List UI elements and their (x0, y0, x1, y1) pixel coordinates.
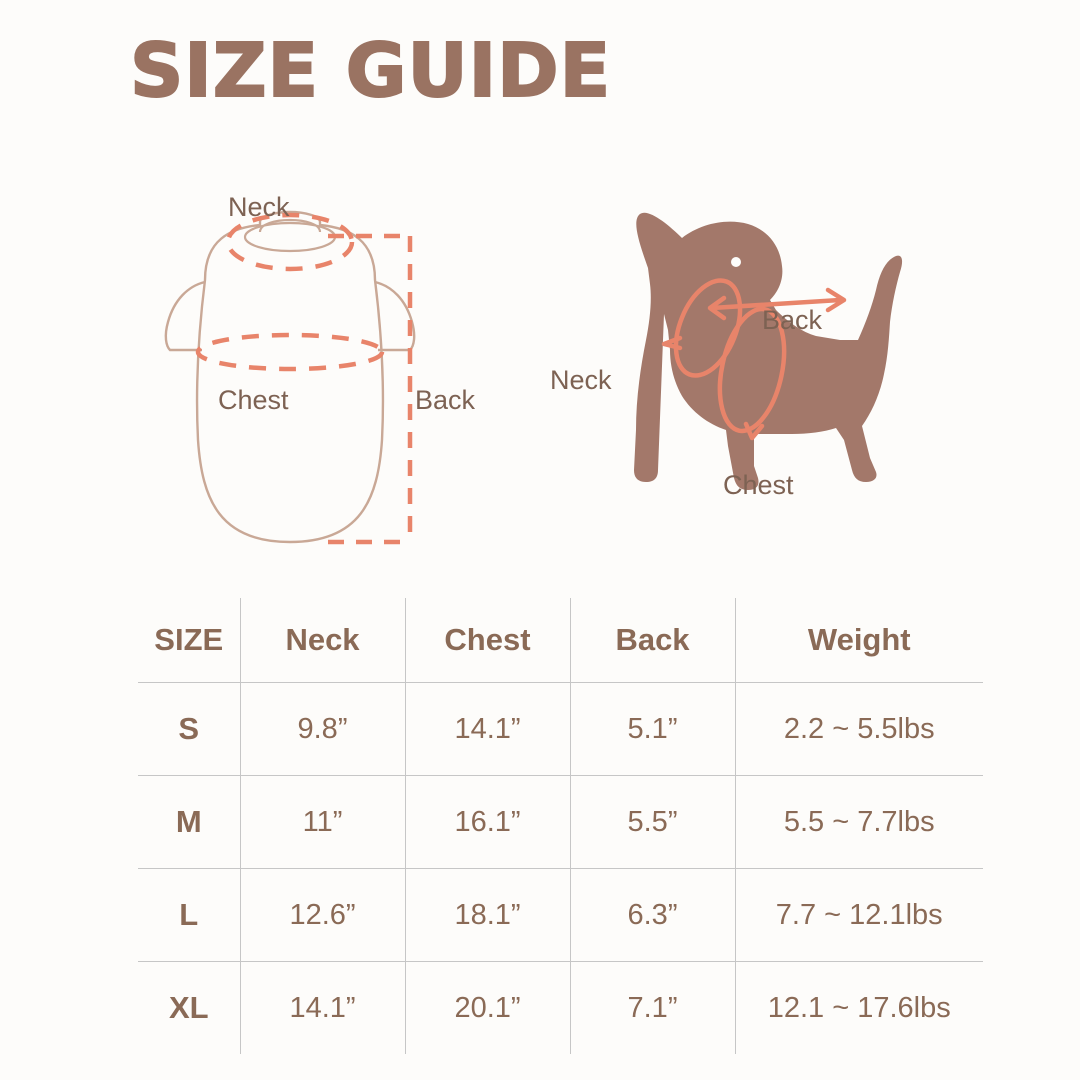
header-chest: Chest (405, 598, 570, 683)
cell-chest: 18.1” (405, 869, 570, 962)
page-title: SIZE GUIDE (130, 28, 612, 114)
cell-weight: 2.2 ~ 5.5lbs (735, 683, 983, 776)
cell-weight: 5.5 ~ 7.7lbs (735, 776, 983, 869)
cell-neck: 9.8” (240, 683, 405, 776)
shirt-back-label: Back (415, 385, 476, 415)
table-row (138, 683, 983, 776)
cell-size: S (138, 683, 240, 776)
table-row (138, 776, 983, 869)
cell-back: 5.5” (570, 776, 735, 869)
chest-measure-line (198, 335, 382, 369)
shirt-illustration (110, 170, 530, 580)
cell-neck: 11” (240, 776, 405, 869)
table-row (138, 869, 983, 962)
dog-neck-label: Neck (550, 365, 612, 395)
cell-size: L (138, 869, 240, 962)
cell-chest: 20.1” (405, 962, 570, 1055)
header-back: Back (570, 598, 735, 683)
header-neck: Neck (240, 598, 405, 683)
dog-chest-label: Chest (723, 470, 794, 500)
table-row (138, 962, 983, 1055)
header-weight: Weight (735, 598, 983, 683)
cell-neck: 12.6” (240, 869, 405, 962)
cell-chest: 14.1” (405, 683, 570, 776)
shirt-chest-label: Chest (218, 385, 289, 415)
cell-size: XL (138, 962, 240, 1055)
diagrams-section (0, 170, 1080, 580)
dog-eye (731, 257, 741, 267)
shirt-neck-label: Neck (228, 192, 290, 222)
dog-silhouette-diagram (540, 180, 1010, 580)
dog-back-label: Back (762, 305, 823, 335)
size-table-wrapper (138, 598, 983, 1054)
table-header-row (138, 598, 983, 683)
dog-shirt-diagram (110, 170, 530, 580)
cell-size: M (138, 776, 240, 869)
size-table (138, 598, 983, 1054)
header-size: SIZE (138, 598, 240, 683)
cell-weight: 7.7 ~ 12.1lbs (735, 869, 983, 962)
cell-neck: 14.1” (240, 962, 405, 1055)
cell-back: 6.3” (570, 869, 735, 962)
cell-back: 7.1” (570, 962, 735, 1055)
cell-chest: 16.1” (405, 776, 570, 869)
cell-weight: 12.1 ~ 17.6lbs (767, 991, 951, 1024)
cell-back: 5.1” (570, 683, 735, 776)
